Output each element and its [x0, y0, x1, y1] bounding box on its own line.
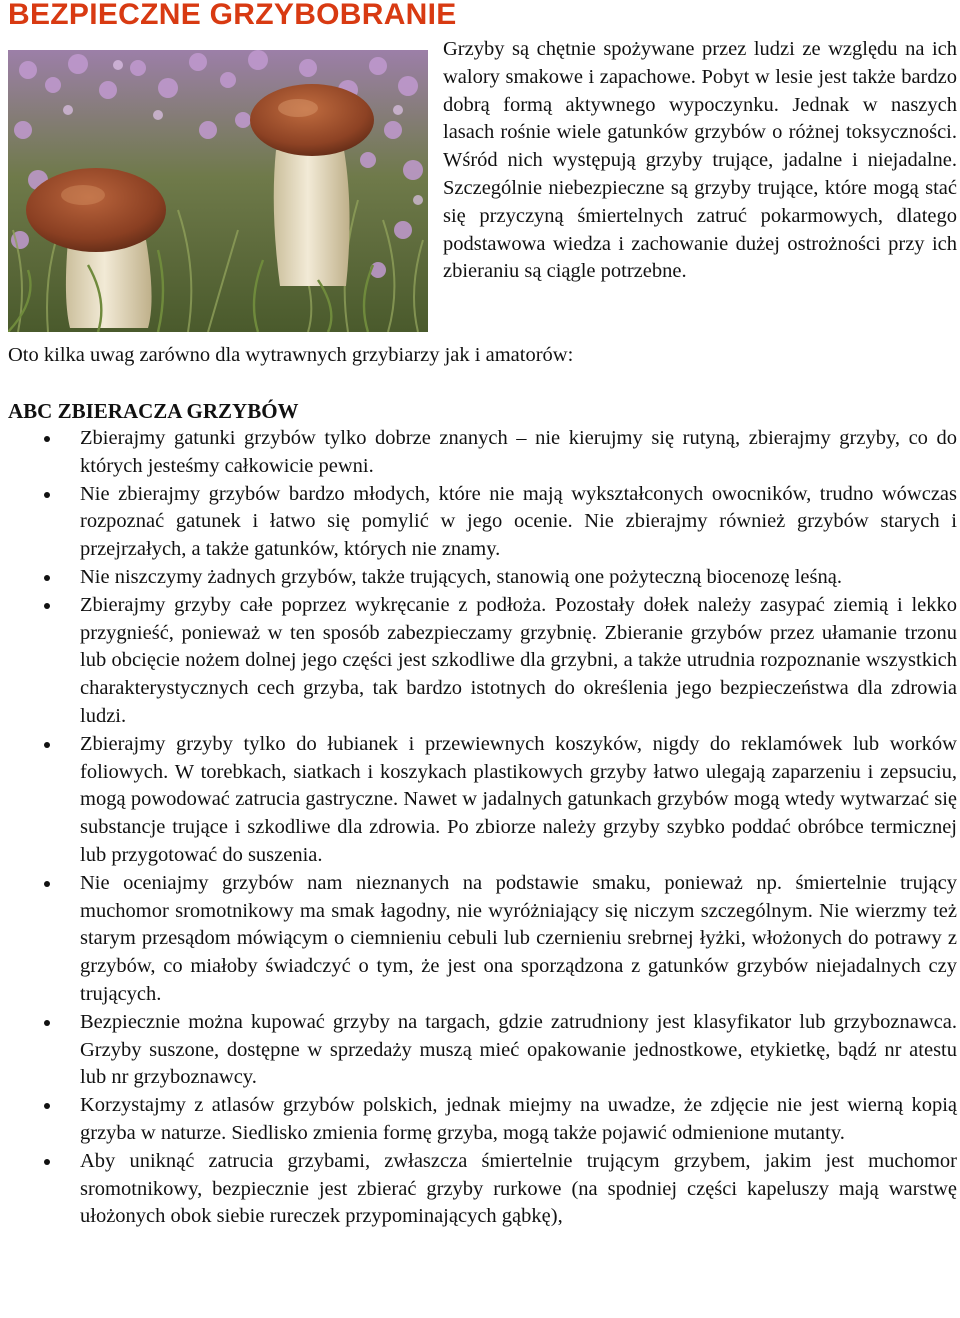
list-item-text: Aby uniknąć zatrucia grzybami, zwłaszcza śmiertelnie trującym grzybem, jakim jest muchomor sromotnikowy, bezpiecznie jest zbierać grzyby rurkowe (na spodniej części kapeluszy mają warstwę ułożonych obok siebie rureczek przypominających gąbkę),: [80, 1149, 957, 1228]
page-title: BEZPIECZNE GRZYBOBRANIE: [8, 0, 457, 31]
intro-tail: Oto kilka uwag zarówno dla wytrawnych grzybiarzy jak i amatorów:: [8, 344, 574, 366]
list-item-text: Zbierajmy gatunki grzybów tylko dobrze znanych – nie kierujmy się rutyną, zbierajmy grzyby, co do których jesteśmy całkowicie pewni.: [80, 427, 957, 477]
list-item-text: Nie oceniajmy grzybów nam nieznanych na podstawie smaku, ponieważ np. śmiertelnie trujący muchomor sromotnikowy ma smak łagodny, nie wyróżniający się niczym szczególnym. Nie wierzmy też starym przesądom mówiącym o ciemnieniu cebuli lub czernieniu srebrnej łyżki, włożonych do potrawy z grzybów, co miałoby świadczyć o tym, że jest ona sporządzona z gatunków grzybów niejadalnych czy trujących.: [80, 871, 957, 1005]
list-item-text: Bezpiecznie można kupować grzyby na targach, gdzie zatrudniony jest klasyfikator lub grzyboznawca. Grzyby suszone, dostępne w sprzedaży muszą mieć opakowanie jednostkowe, etykietkę, bądź nr atestu lub nr grzyboznawcy.: [80, 1010, 957, 1089]
bullet-dot-icon: [44, 742, 50, 748]
rules-list: [0, 425, 960, 1231]
mushroom-photo: [8, 50, 428, 332]
bullet-dot-icon: [44, 492, 50, 498]
list-item: [80, 870, 957, 1009]
bullet-dot-icon: [44, 1020, 50, 1026]
list-item-text: Nie niszczymy żadnych grzybów, także trujących, stanowią one pożyteczną biocenozę leśną.: [80, 565, 842, 588]
bullet-dot-icon: [44, 436, 50, 442]
bullet-dot-icon: [44, 881, 50, 887]
section-heading: ABC ZBIERACZA GRZYBÓW: [8, 399, 299, 423]
intro-paragraph: Grzyby są chętnie spożywane przez ludzi ze względu na ich walory smakowe i zapachowe. Pobyt w lesie jest także bardzo dobrą formą aktywnego wypoczynku. Jednak w naszych lasach rośnie wiele gatunków grzybów o różnej toksyczności. Wśród nich występują grzyby trujące, jadalne i niejadalne. Szczególnie niebezpieczne są grzyby trujące, które mogą stać się przyczyną śmiertelnych zatruć pokarmowych, dlatego podstawowa wiedza i zachowanie dużej ostrożności przy ich zbieraniu są ciągle potrzebne.: [443, 38, 957, 283]
list-item: [80, 592, 957, 731]
list-item-text: Zbierajmy grzyby tylko do łubianek i przewiewnych koszyków, nigdy do reklamówek lub worków foliowych. W torebkach, siatkach i koszykach plastikowych grzyby łatwo ulegają zaparzeniu i zepsuciu, mogą powodować zatrucia gastryczne. Nawet w jadalnych gatunkach grzybów mogą wtedy wytwarzać się substancje trujące i szkodliwe dla zdrowia. Po zbiorze należy grzyby szybko poddać obróbce termicznej lub przygotować do suszenia.: [80, 732, 957, 866]
list-item: [80, 425, 957, 481]
bullet-dot-icon: [44, 1103, 50, 1109]
bullet-dot-icon: [44, 575, 50, 581]
list-item: [80, 1009, 957, 1092]
list-item: [80, 564, 957, 592]
list-item: [80, 481, 957, 564]
bullet-dot-icon: [44, 1159, 50, 1165]
list-item: [80, 1092, 957, 1148]
list-item: [80, 731, 957, 870]
list-item-text: Korzystajmy z atlasów grzybów polskich, jednak miejmy na uwadze, że zdjęcie nie jest wierną kopią grzyba w naturze. Siedlisko zmienia formę grzyba, mogą także pojawić odmienione mutanty.: [80, 1094, 957, 1144]
bullet-dot-icon: [44, 603, 50, 609]
list-item: [80, 1148, 957, 1231]
list-item-text: Nie zbierajmy grzybów bardzo młodych, które nie mają wykształconych owocników, trudno wówczas rozpoznać gatunek i łatwo się pomylić w jego ocenie. Nie zbierajmy również grzybów starych i przejrzałych, a także gatunków, których nie znamy.: [80, 482, 957, 561]
list-item-text: Zbierajmy grzyby całe poprzez wykręcanie z podłoża. Pozostały dołek należy zasypać ziemią i lekko przygnieść, ponieważ w ten sposób zabezpieczamy grzybnię. Zbieranie grzybów przez ułamanie trzonu lub obcięcie nożem dolnej jego części jest szkodliwe dla grzybni, a także utrudnia rozpoznanie wszystkich charakterystycznych cech grzyba, tak bardzo istotnych do określenia jego bezpieczeństwa dla zdrowia ludzi.: [80, 593, 957, 727]
